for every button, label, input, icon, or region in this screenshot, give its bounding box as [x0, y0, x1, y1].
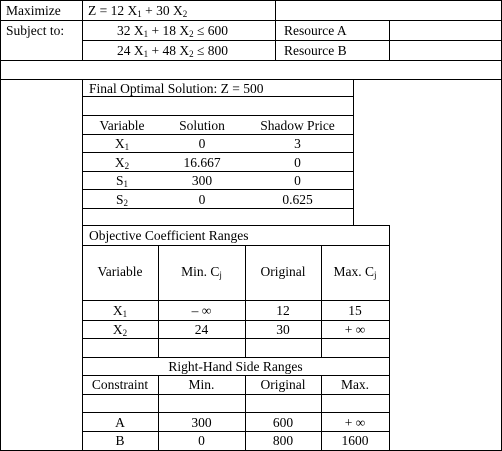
- solution-cell: 16.667: [183, 155, 221, 170]
- rhs-ranges-title: Right-Hand Side Ranges: [168, 359, 303, 374]
- resource-b-label: Resource B: [284, 43, 347, 58]
- original-cell: 600: [272, 415, 294, 430]
- resource-a-label: Resource A: [284, 23, 347, 38]
- shadow-price-cell: 0.625: [282, 192, 313, 207]
- solution-cell: 300: [191, 173, 213, 188]
- header-solution: Solution: [179, 118, 225, 133]
- solution-cell: 0: [198, 192, 206, 207]
- header-min: Min.: [188, 377, 215, 392]
- variable-cell: $S_2$: [115, 192, 128, 208]
- objective-coef-2: 30: [156, 3, 170, 18]
- constraint-sub: 1: [143, 29, 149, 39]
- variable-cell: $X_1$: [114, 136, 130, 152]
- objective-sub-2: 2: [182, 9, 188, 19]
- solution-cell: 0: [198, 136, 206, 151]
- constraint-sub: 2: [189, 49, 194, 59]
- variable-cell: $X_1$: [112, 303, 128, 319]
- objective-sub-1: 1: [137, 9, 142, 19]
- constraint-mid: + 48: [148, 43, 180, 58]
- header-variable: Variable: [99, 118, 145, 133]
- header-original: Original: [260, 377, 306, 392]
- constraint-coef: 32: [117, 23, 131, 38]
- maximize-label: Maximize: [6, 3, 61, 18]
- header-original: Original: [260, 264, 306, 279]
- subject-to-label: Subject to:: [6, 23, 65, 38]
- objective-plus: +: [141, 3, 157, 18]
- objective-var-2: X: [173, 3, 183, 18]
- variable-cell: $X_2$: [112, 322, 128, 338]
- shadow-price-cell: 0: [294, 155, 301, 170]
- final-solution-title: Final Optimal Solution: Z = 500: [89, 81, 264, 96]
- objective-var-1: X: [127, 3, 138, 18]
- constraint-a: 32 $X_1 + 18$ $X_2 \le 600$: [117, 23, 229, 39]
- header-max: Max.: [340, 377, 370, 392]
- constraint-rhs: ≤ 800: [193, 43, 229, 58]
- constraint-cell: B: [115, 433, 125, 448]
- min-cell: – ∞: [191, 303, 212, 318]
- objective-coef-1: 12: [110, 3, 125, 18]
- max-cell: 15: [348, 303, 362, 318]
- constraint-coef: 24: [117, 43, 131, 58]
- variable-cell: $X_2$: [114, 155, 130, 171]
- min-cell: 0: [198, 433, 205, 448]
- header-constraint: Constraint: [91, 377, 149, 392]
- shadow-price-cell: 3: [294, 136, 301, 151]
- min-cell: 24: [194, 322, 209, 337]
- header-max-cj: Max. $C_j$: [333, 264, 377, 280]
- max-cell: + ∞: [344, 322, 366, 337]
- max-cell: 1600: [341, 433, 369, 448]
- constraint-sub: 1: [143, 49, 149, 59]
- objective-prefix: Z =: [88, 3, 111, 18]
- original-cell: 12: [276, 303, 290, 318]
- header-min-cj: Min. $C_j$: [181, 264, 222, 280]
- constraint-mid: + 18: [148, 23, 180, 38]
- min-cell: 300: [191, 415, 212, 430]
- constraint-b: 24 $X_1 + 48$ $X_2 \le 800$: [117, 43, 229, 59]
- original-cell: 800: [272, 433, 294, 448]
- objective-ranges-title: Objective Coefficient Ranges: [89, 228, 249, 243]
- original-cell: 30: [276, 322, 290, 337]
- objective-function: [88, 4, 187, 18]
- constraint-sub: 2: [189, 29, 194, 39]
- constraint-rhs: ≤ 600: [193, 23, 229, 38]
- header-shadow-price: Shadow Price: [260, 118, 335, 133]
- header-variable: Variable: [97, 264, 143, 279]
- variable-cell: $S_1$: [115, 173, 128, 189]
- max-cell: + ∞: [344, 415, 366, 430]
- shadow-price-cell: 0: [294, 173, 301, 188]
- constraint-cell: A: [115, 415, 125, 430]
